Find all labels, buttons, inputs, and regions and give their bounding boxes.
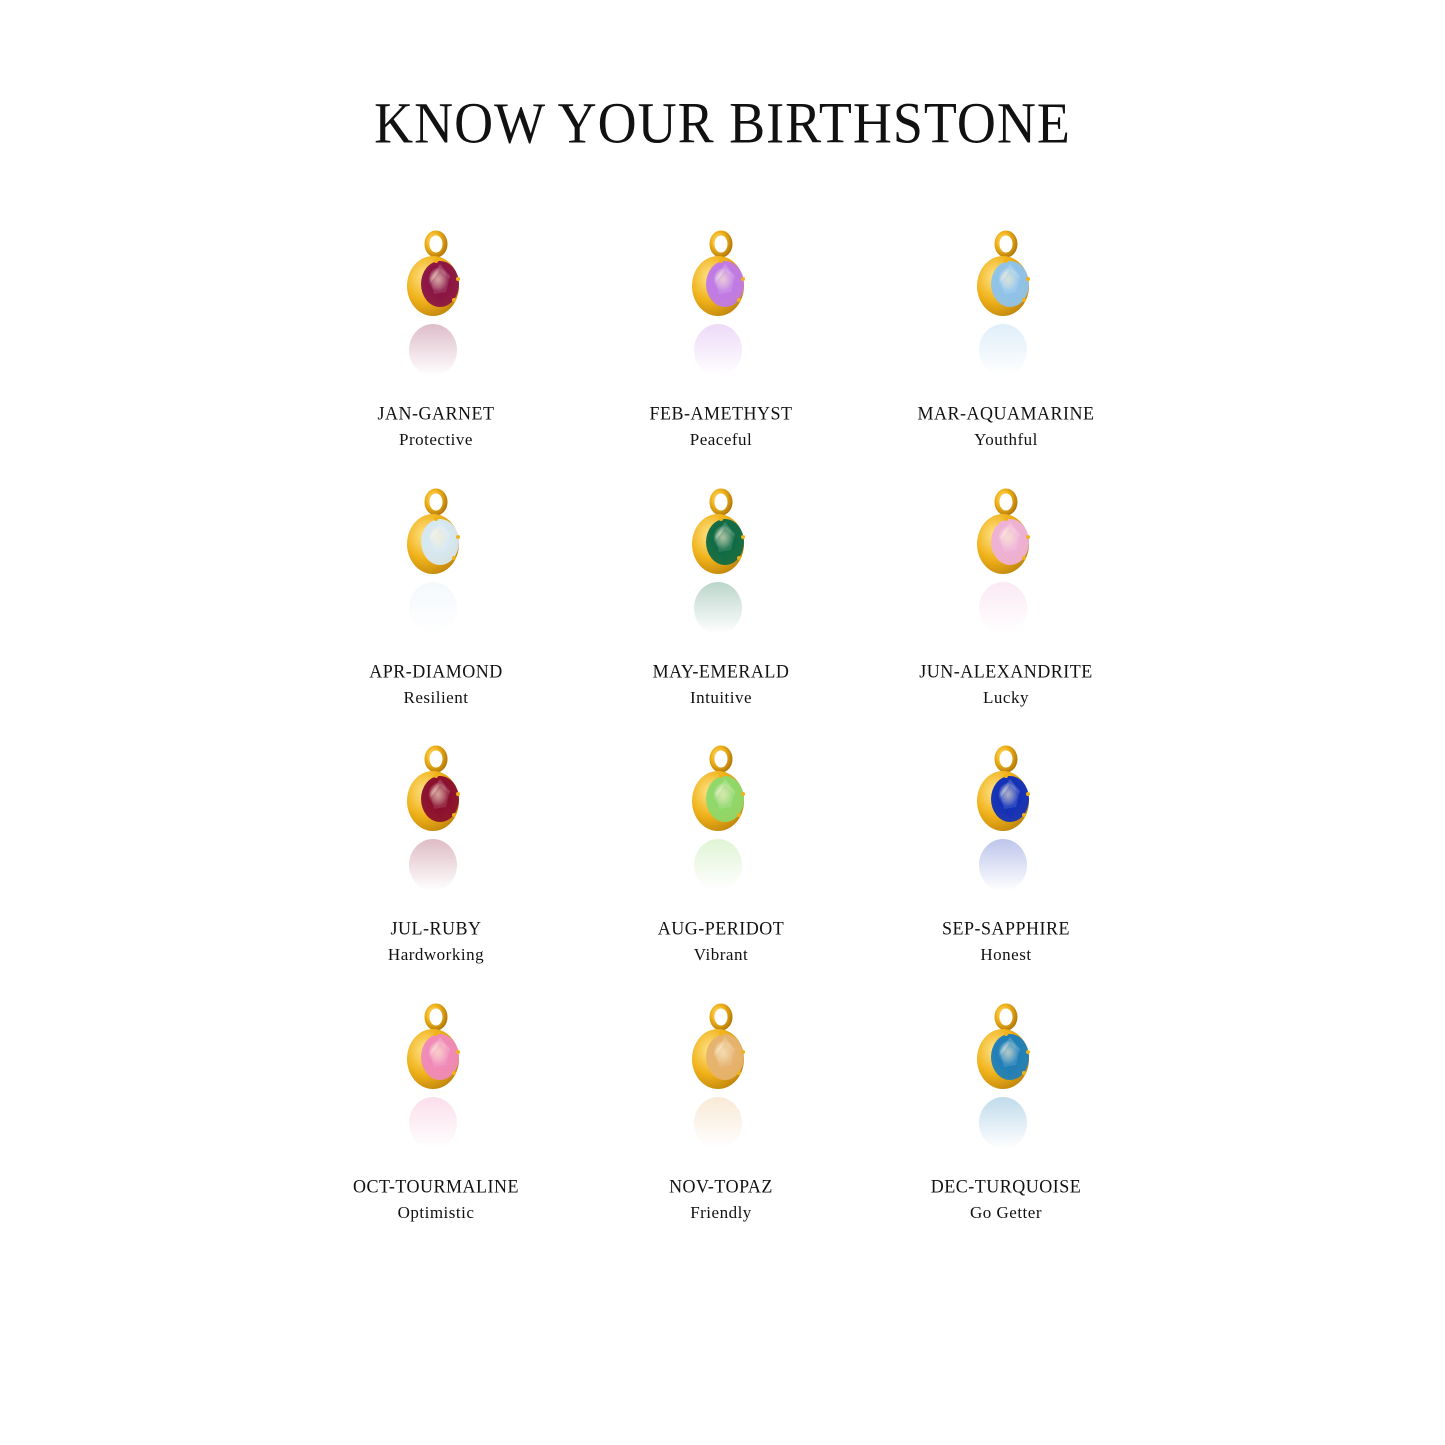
stone-name: NOV-TOPAZ [669, 1175, 773, 1197]
alexandrite-charm-icon [966, 488, 1046, 648]
stone-card-nov [601, 1003, 841, 1243]
stone-card-apr [316, 488, 556, 728]
stone-name: APR-DIAMOND [369, 660, 503, 682]
stone-name: SEP-SAPPHIRE [941, 917, 1071, 939]
page-title: KNOW YOUR BIRTHSTONE [374, 90, 1071, 156]
stone-card-sep [886, 745, 1126, 985]
stone-trait: Resilient [403, 688, 469, 707]
stone-name: DEC-TURQUOISE [930, 1175, 1082, 1197]
stone-name: JUL-RUBY [390, 917, 482, 939]
stone-card-aug [601, 745, 841, 985]
stone-name: FEB-AMETHYST [649, 402, 793, 424]
stone-card-feb [601, 230, 841, 470]
peridot-charm-icon [681, 745, 761, 905]
stone-name: JAN-GARNET [377, 402, 495, 424]
stone-card-jul [316, 745, 556, 985]
stone-trait: Lucky [983, 688, 1029, 707]
stone-trait: Intuitive [689, 688, 753, 707]
stone-name: OCT-TOURMALINE [352, 1175, 519, 1197]
stone-name: MAR-AQUAMARINE [917, 402, 1095, 424]
stone-trait: Honest [980, 945, 1032, 964]
stone-name: AUG-PERIDOT [657, 917, 785, 939]
garnet-charm-icon [396, 230, 476, 390]
stone-trait: Vibrant [693, 945, 749, 964]
sapphire-charm-icon [966, 745, 1046, 905]
aquamarine-charm-icon [966, 230, 1046, 390]
stone-trait: Peaceful [689, 430, 753, 449]
emerald-charm-icon [681, 488, 761, 648]
stone-name: MAY-EMERALD [652, 660, 790, 682]
stone-card-dec [886, 1003, 1126, 1243]
stone-trait: Protective [399, 430, 473, 449]
topaz-charm-icon [681, 1003, 761, 1163]
stone-trait: Optimistic [397, 1203, 475, 1222]
ruby-charm-icon [396, 745, 476, 905]
tourmaline-charm-icon [396, 1003, 476, 1163]
diamond-charm-icon [396, 488, 476, 648]
stone-card-oct [316, 1003, 556, 1243]
stone-trait: Friendly [690, 1203, 752, 1222]
stone-trait: Go Getter [969, 1203, 1042, 1222]
stone-card-jan [316, 230, 556, 470]
turquoise-charm-icon [966, 1003, 1046, 1163]
stone-trait: Hardworking [387, 945, 485, 964]
stone-card-may [601, 488, 841, 728]
stone-name: JUN-ALEXANDRITE [919, 660, 1093, 682]
amethyst-charm-icon [681, 230, 761, 390]
stone-card-mar [886, 230, 1126, 470]
stone-card-jun [886, 488, 1126, 728]
stone-trait: Youthful [974, 430, 1038, 449]
